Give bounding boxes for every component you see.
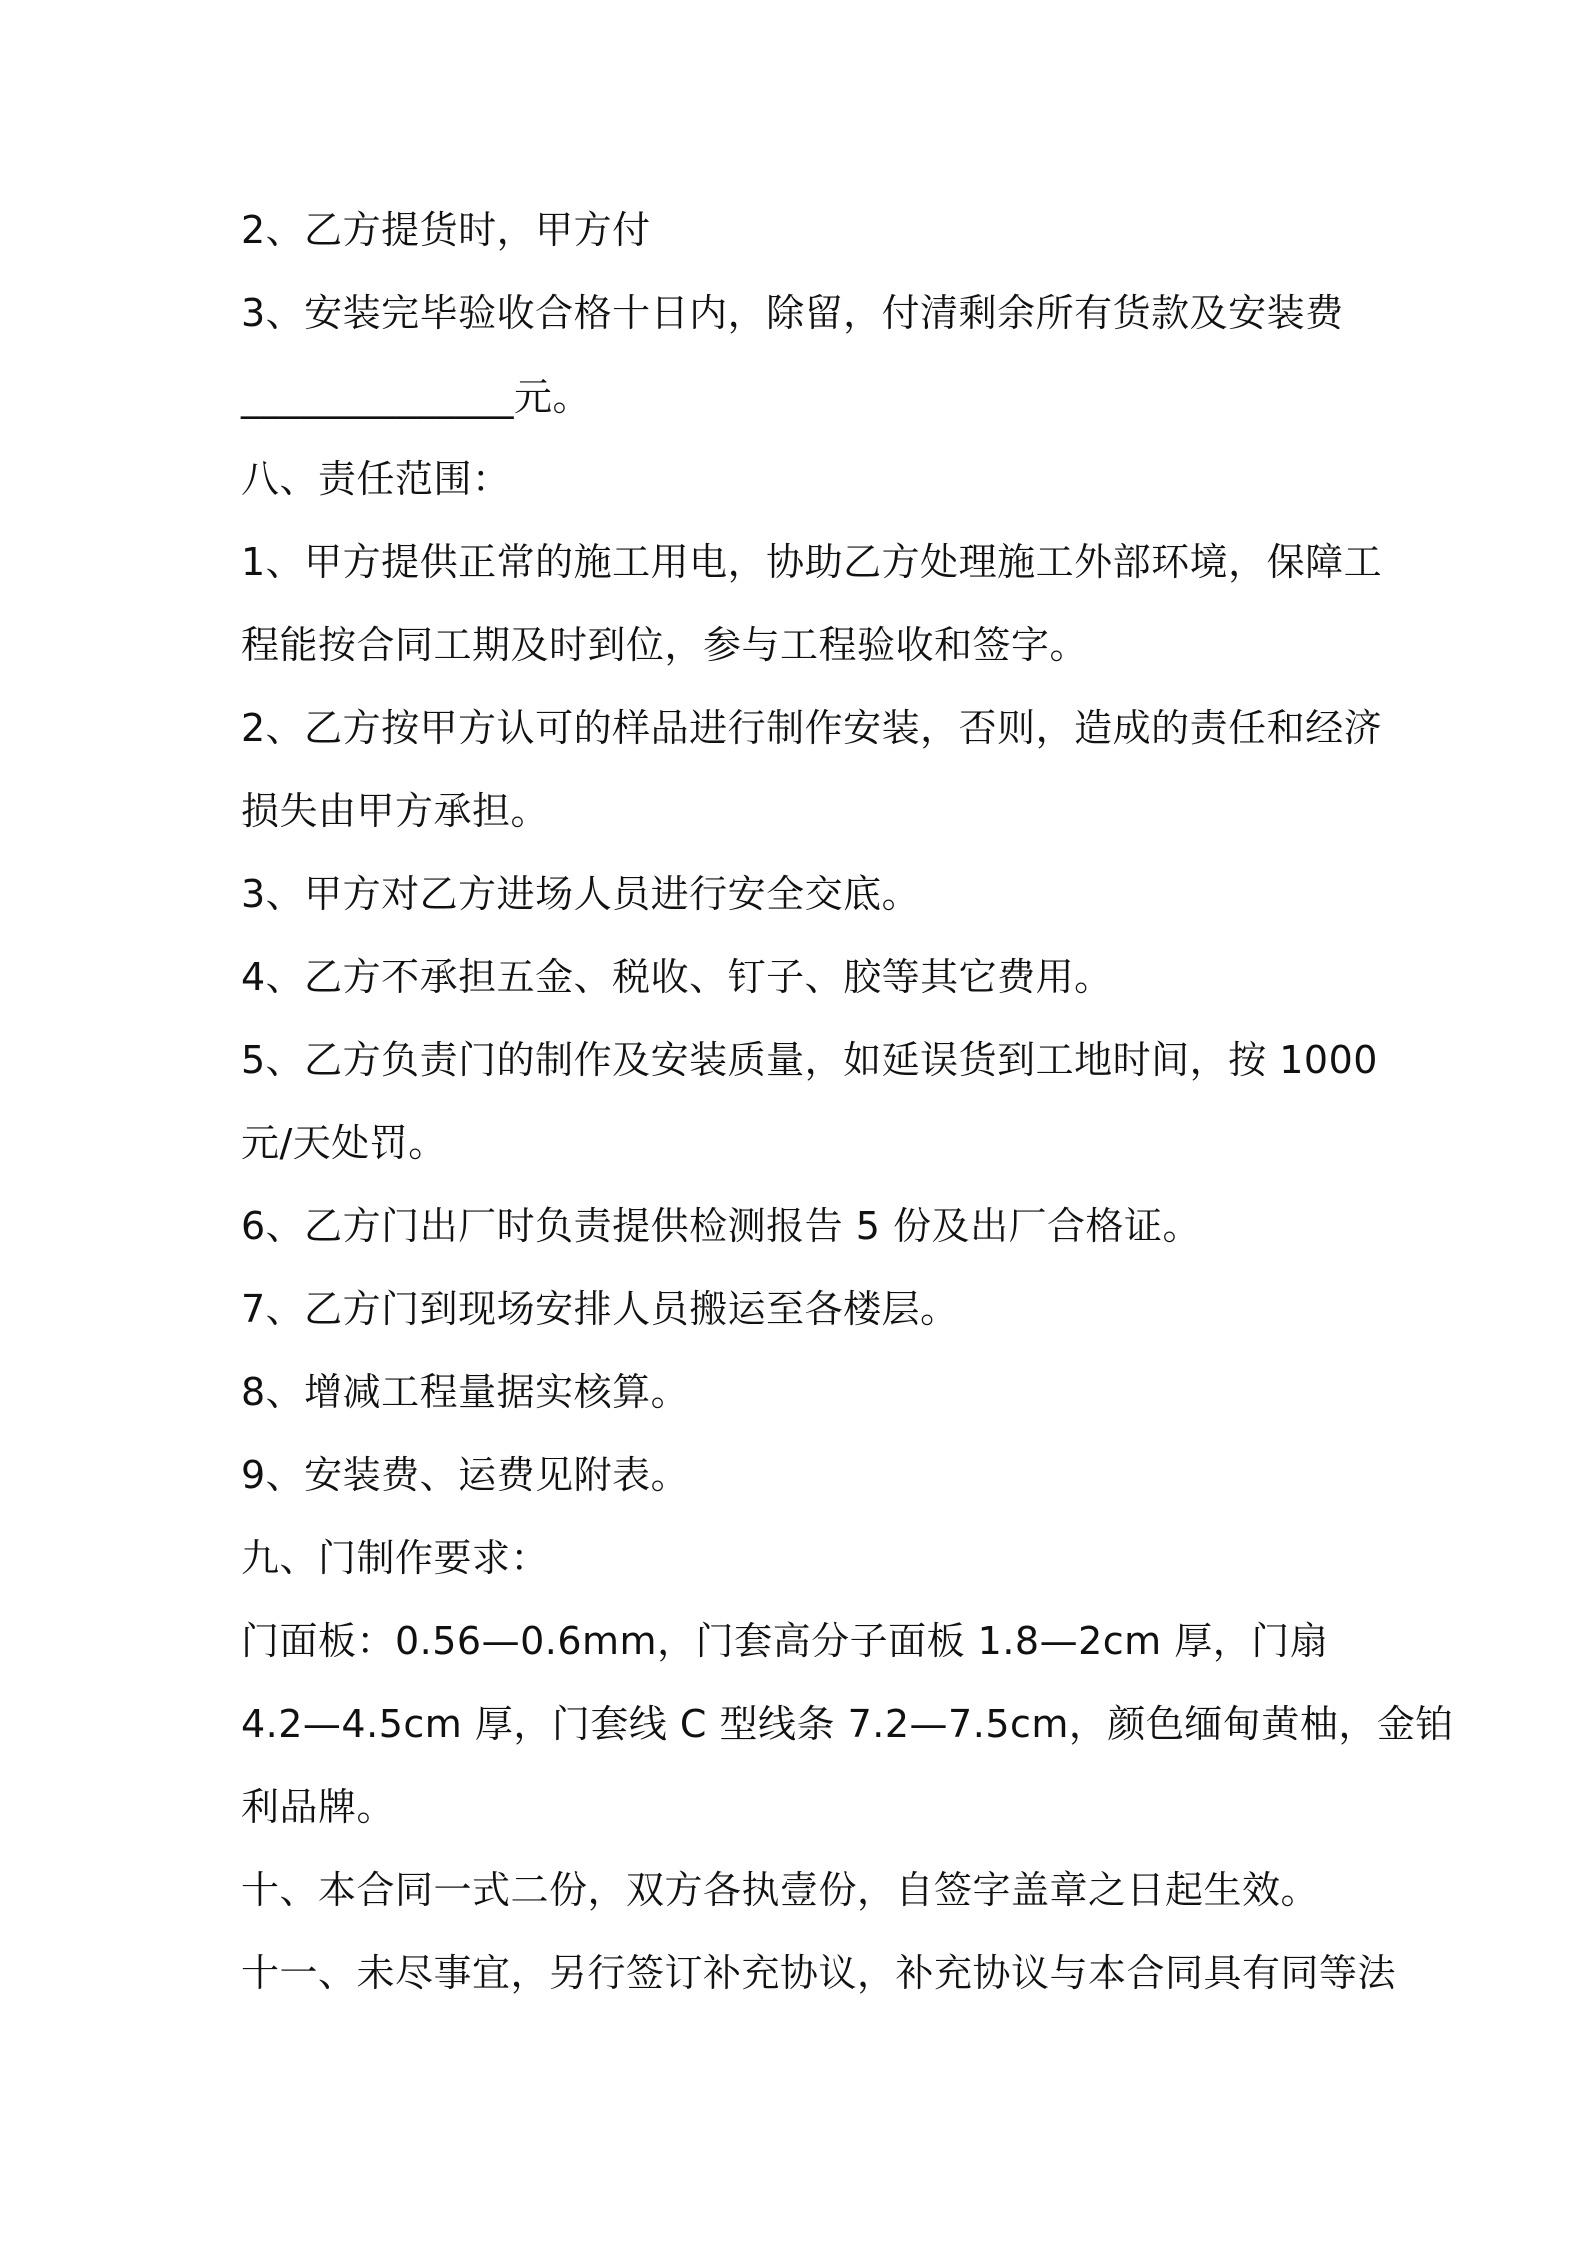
responsibility-clause-2: 2、乙方按甲方认可的样品进行制作安装，否则，造成的责任和经济 bbox=[241, 706, 1383, 750]
responsibility-clause-5-cont: 元/天处罚。 bbox=[241, 1121, 447, 1165]
responsibility-clause-5: 5、乙方负责门的制作及安装质量，如延误货到工地时间，按 1000 bbox=[241, 1038, 1378, 1082]
responsibility-clause-6: 6、乙方门出厂时负责提供检测报告 5 份及出厂合格证。 bbox=[241, 1204, 1202, 1248]
payment-clause-3-amount: ______________元。 bbox=[241, 375, 592, 419]
responsibility-clause-9: 9、安装费、运费见附表。 bbox=[241, 1453, 690, 1497]
door-requirements-text: 门面板：0.56—0.6mm，门套高分子面板 1.8—2cm 厚，门扇 bbox=[241, 1619, 1329, 1663]
door-requirements-text-cont: 4.2—4.5cm 厚，门套线 C 型线条 7.2—7.5cm，颜色缅甸黄柚，金铂 bbox=[241, 1702, 1454, 1746]
responsibility-clause-4: 4、乙方不承担五金、税收、钉子、胶等其它费用。 bbox=[241, 955, 1113, 999]
payment-clause-3: 3、安装完毕验收合格十日内，除留，付清剩余所有货款及安装费 bbox=[241, 291, 1344, 335]
section-heading-responsibility: 八、责任范围： bbox=[241, 457, 511, 501]
door-requirements-text-end: 利品牌。 bbox=[241, 1785, 396, 1829]
payment-clause-2: 2、乙方提货时，甲方付 bbox=[241, 208, 651, 252]
responsibility-clause-3: 3、甲方对乙方进场人员进行安全交底。 bbox=[241, 872, 921, 916]
responsibility-clause-1: 1、甲方提供正常的施工用电，协助乙方处理施工外部环境，保障工 bbox=[241, 540, 1383, 584]
section-ten: 十、本合同一式二份，双方各执壹份，自签字盖章之日起生效。 bbox=[241, 1868, 1320, 1912]
responsibility-clause-8: 8、增减工程量据实核算。 bbox=[241, 1370, 690, 1414]
responsibility-clause-7: 7、乙方门到现场安排人员搬运至各楼层。 bbox=[241, 1287, 959, 1331]
responsibility-clause-2-cont: 损失由甲方承担。 bbox=[241, 789, 550, 833]
section-eleven: 十一、未尽事宜，另行签订补充协议，补充协议与本合同具有同等法 bbox=[241, 1951, 1397, 1995]
section-heading-door-requirements: 九、门制作要求： bbox=[241, 1536, 550, 1580]
responsibility-clause-1-cont: 程能按合同工期及时到位，参与工程验收和签字。 bbox=[241, 623, 1089, 667]
